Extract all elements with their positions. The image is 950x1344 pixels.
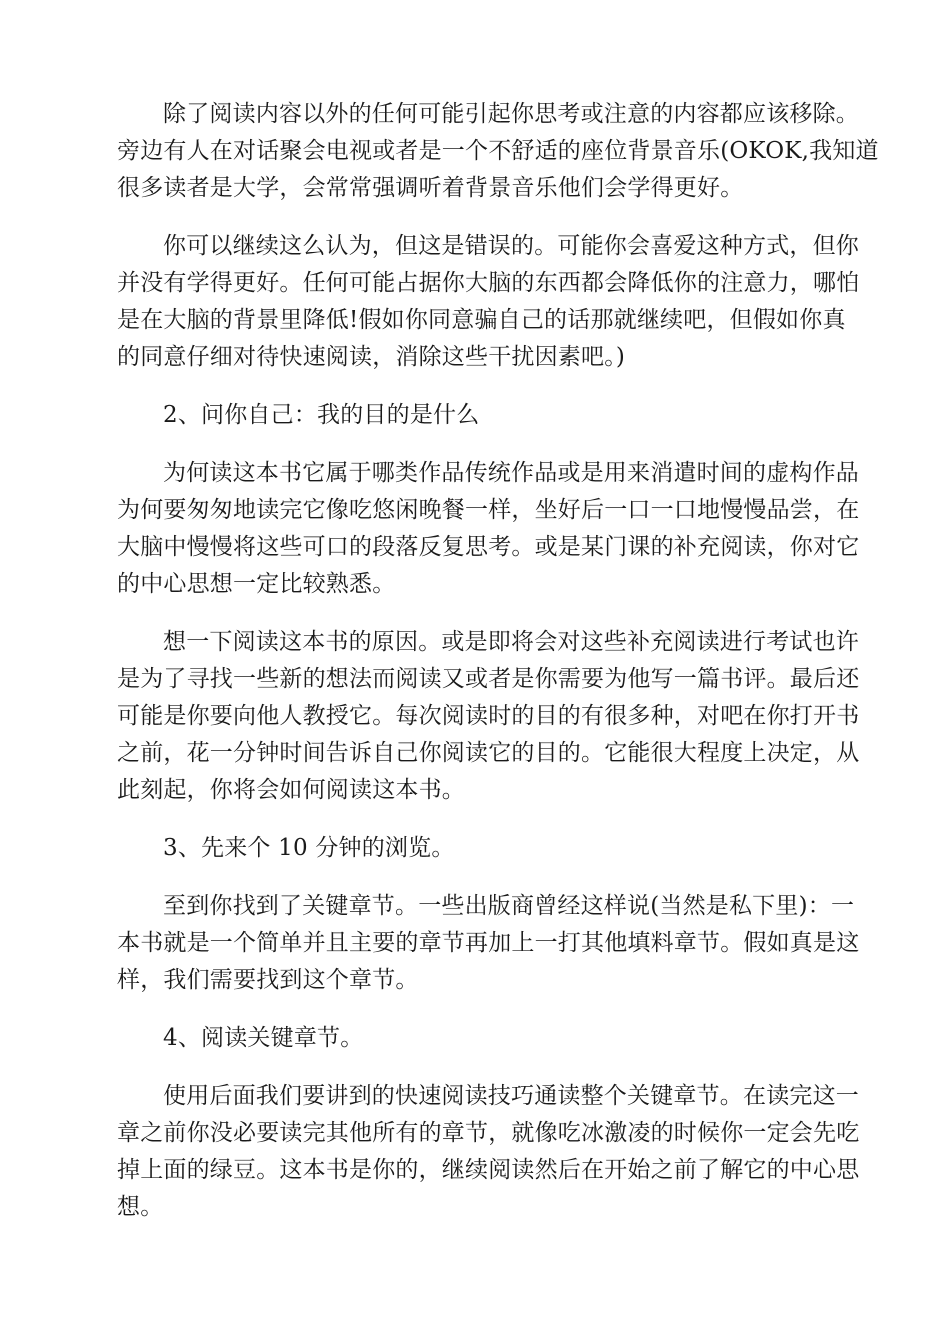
- paragraph-read-key-chapter: [117, 1078, 860, 1226]
- text-line: 至到你找到了关键章节。一些出版商曾经这样说(当然是私下里)：一: [163, 893, 855, 919]
- document-page: [117, 96, 879, 1247]
- text-line: 为何要匆匆地读完它像吃悠闲晚餐一样，坐好后一口一口地慢慢品尝，在: [117, 497, 860, 523]
- text-line: 是为了寻找一些新的想法而阅读又或者是你需要为他写一篇书评。最后还: [117, 666, 860, 692]
- section-heading-2: 2、问你自己：我的目的是什么: [163, 402, 480, 428]
- text-line: 本书就是一个简单并且主要的章节再加上一打其他填料章节。假如真是这: [117, 930, 860, 956]
- paragraph-why-read: [117, 455, 860, 603]
- text-line: 想一下阅读这本书的原因。或是即将会对这些补充阅读进行考试也许: [163, 629, 859, 655]
- text-line: 并没有学得更好。任何可能占据你大脑的东西都会降低你的注意力，哪怕: [117, 270, 860, 296]
- section-heading-3: 3、先来个 10 分钟的浏览。: [163, 835, 455, 861]
- text-line: 章之前你没必要读完其他所有的章节，就像吃冰激凌的时候你一定会先吃: [117, 1120, 860, 1146]
- text-line: 想。: [117, 1194, 164, 1220]
- paragraph-key-chapter: [117, 888, 860, 999]
- text-line: 之前，花一分钟时间告诉自己你阅读它的目的。它能很大程度上决定，从: [117, 740, 860, 766]
- section-heading-4: 4、阅读关键章节。: [163, 1025, 364, 1051]
- text-line: 的中心思想一定比较熟悉。: [117, 571, 396, 597]
- text-line: 掉上面的绿豆。这本书是你的，继续阅读然后在开始之前了解它的中心思: [117, 1157, 860, 1183]
- text-line: 使用后面我们要讲到的快速阅读技巧通读整个关键章节。在读完这一: [163, 1083, 859, 1109]
- text-line: 样，我们需要找到这个章节。: [117, 967, 419, 993]
- text-line: 可能是你要向他人教授它。每次阅读时的目的有很多种，对吧在你打开书: [117, 703, 860, 729]
- text-line: 旁边有人在对话聚会电视或者是一个不舒适的座位背景音乐(OKOK,我知道: [117, 138, 879, 164]
- text-line: 大脑中慢慢将这些可口的段落反复思考。或是某门课的补充阅读，你对它: [117, 534, 860, 560]
- text-line: 为何读这本书它属于哪类作品传统作品或是用来消遣时间的虚构作品: [163, 460, 859, 486]
- text-line: 是在大脑的背景里降低!假如你同意骗自己的话那就继续吧，但假如你真: [117, 307, 846, 333]
- text-line: 很多读者是大学，会常常强调听着背景音乐他们会学得更好。: [117, 175, 744, 201]
- paragraph-background-music: [117, 228, 860, 376]
- paragraph-reading-purpose: [117, 624, 860, 809]
- paragraph-remove-distractions: [117, 96, 879, 207]
- text-line: 此刻起，你将会如何阅读这本书。: [117, 777, 465, 803]
- text-line: 你可以继续这么认为，但这是错误的。可能你会喜爱这种方式，但你: [163, 233, 859, 259]
- text-line: 的同意仔细对待快速阅读，消除这些干扰因素吧。): [117, 344, 626, 370]
- text-line: 除了阅读内容以外的任何可能引起你思考或注意的内容都应该移除。: [163, 101, 859, 127]
